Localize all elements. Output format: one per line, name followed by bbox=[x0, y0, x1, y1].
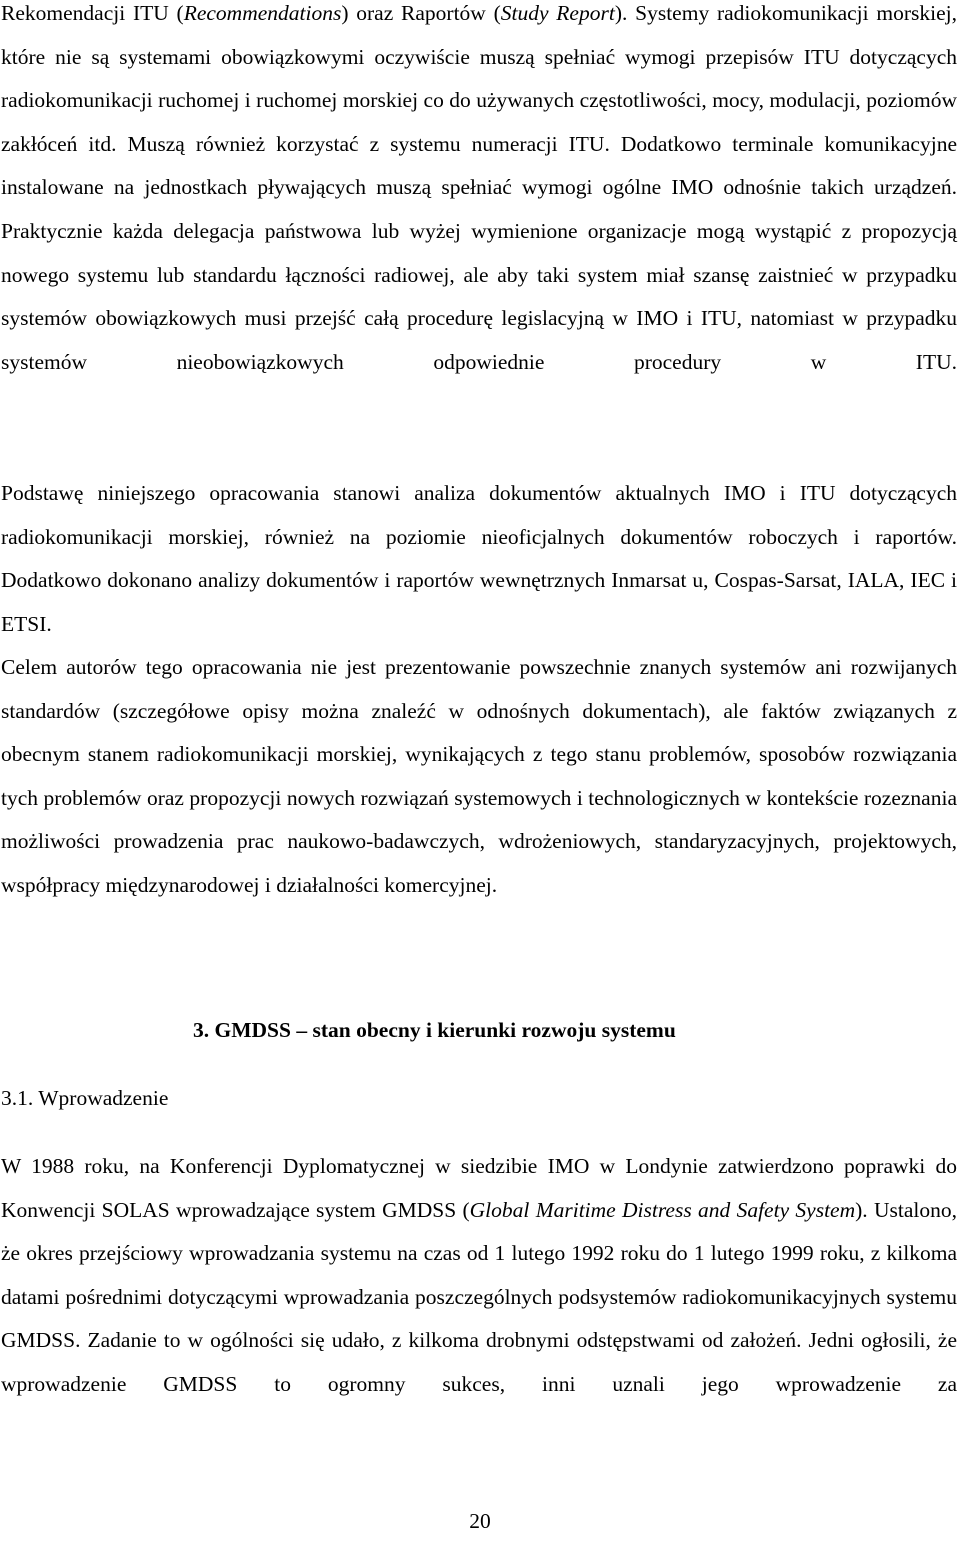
emphasis-text: Study Report bbox=[500, 1, 615, 25]
paragraph-text: ) oraz Raportów ( bbox=[341, 1, 501, 25]
section-title: 3.1. Wprowadzenie bbox=[1, 1086, 169, 1110]
paragraph-text: Rekomendacji ITU ( bbox=[1, 1, 184, 25]
paragraph-gmdss-introduction bbox=[1, 1145, 957, 1407]
page-number: 20 bbox=[469, 1509, 491, 1533]
paragraph-text: W 1988 roku, na Konferencji Dyplomatycznej w siedzibie IMO w Londynie zatwierdzono poprawki do Konwencji SOLAS wprowadzające system GMDSS ( bbox=[1, 1154, 957, 1222]
paragraph-text: ). Systemy radiokomunikacji morskiej, które nie są systemami obowiązkowymi oczywiście muszą spełniać wymogi przepisów ITU dotyczących radiokomunikacji ruchomej i ruchomej morskiej co do używanych częstotliwości, mocy, modulacji, poziomów zakłóceń itd. Muszą również korzystać z systemu numeracji ITU. Dodatkowo terminale komunikacyjne instalowane na jednostkach pływających muszą spełniać wymogi ogólne IMO odnośnie takich urządzeń. Praktycznie każda delegacja państwowa lub wyżej wymienione organizacje mogą wystąpić z propozycją nowego systemu lub standardu łączności radiowej, ale aby taki system miał szansę zaistnieć w przypadku systemów obowiązkowych musi przejść całą procedurę legislacyjną w IMO i ITU, natomiast w przypadku systemów nieobowiązkowych odpowiednie procedury w ITU. bbox=[1, 1, 957, 374]
paragraph-aim: Celem autorów tego opracowania nie jest prezentowanie powszechnie znanych systemów ani rozwijanych standardów (szczegółowe opisy można znaleźć w odnośnych dokumentach), ale faktów związanych z obecnym stanem radiokomunikacji morskiej, wynikających z tego stanu problemów, sposobów rozwiązania tych problemów oraz propozycji nowych rozwiązań systemowych i technologicznych w kontekście rozeznania możliwości prowadzenia prac naukowo-badawczych, wdrożeniowych, standaryzacyjnych, projektowych, współpracy międzynarodowej i działalności komercyjnej. bbox=[1, 655, 957, 897]
emphasis-text: Global Maritime Distress and Safety System bbox=[469, 1197, 856, 1222]
emphasis-text: Recommendations bbox=[183, 1, 342, 25]
chapter-title: 3. GMDSS – stan obecny i kierunki rozwoju systemu bbox=[193, 1018, 676, 1042]
paragraph-text: ). Ustalono, że okres przejściowy wprowadzania systemu na czas od 1 lutego 1992 roku do 1 lutego 1999 roku, z kilkoma datami pośrednimi dotyczącymi wprowadzania poszczególnych podsystemów radiokomunikacyjnych systemu GMDSS. Zadanie to w ogólności się udało, z kilkoma drobnymi odstępstwami od założeń. Jedni ogłosili, że wprowadzenie GMDSS to ogromny sukces, inni uznali jego wprowadzenie za bbox=[1, 1197, 957, 1396]
paragraph-basis: Podstawę niniejszego opracowania stanowi analiza dokumentów aktualnych IMO i ITU dotyczących radiokomunikacji morskiej, również na poziomie nieoficjalnych dokumentów roboczych i raportów. Dodatkowo dokonano analizy dokumentów i raportów wewnętrznych Inmarsat u, Cospas-Sarsat, IALA, IEC i ETSI. bbox=[1, 481, 957, 636]
paragraph-itu-recommendations bbox=[1, 0, 957, 384]
